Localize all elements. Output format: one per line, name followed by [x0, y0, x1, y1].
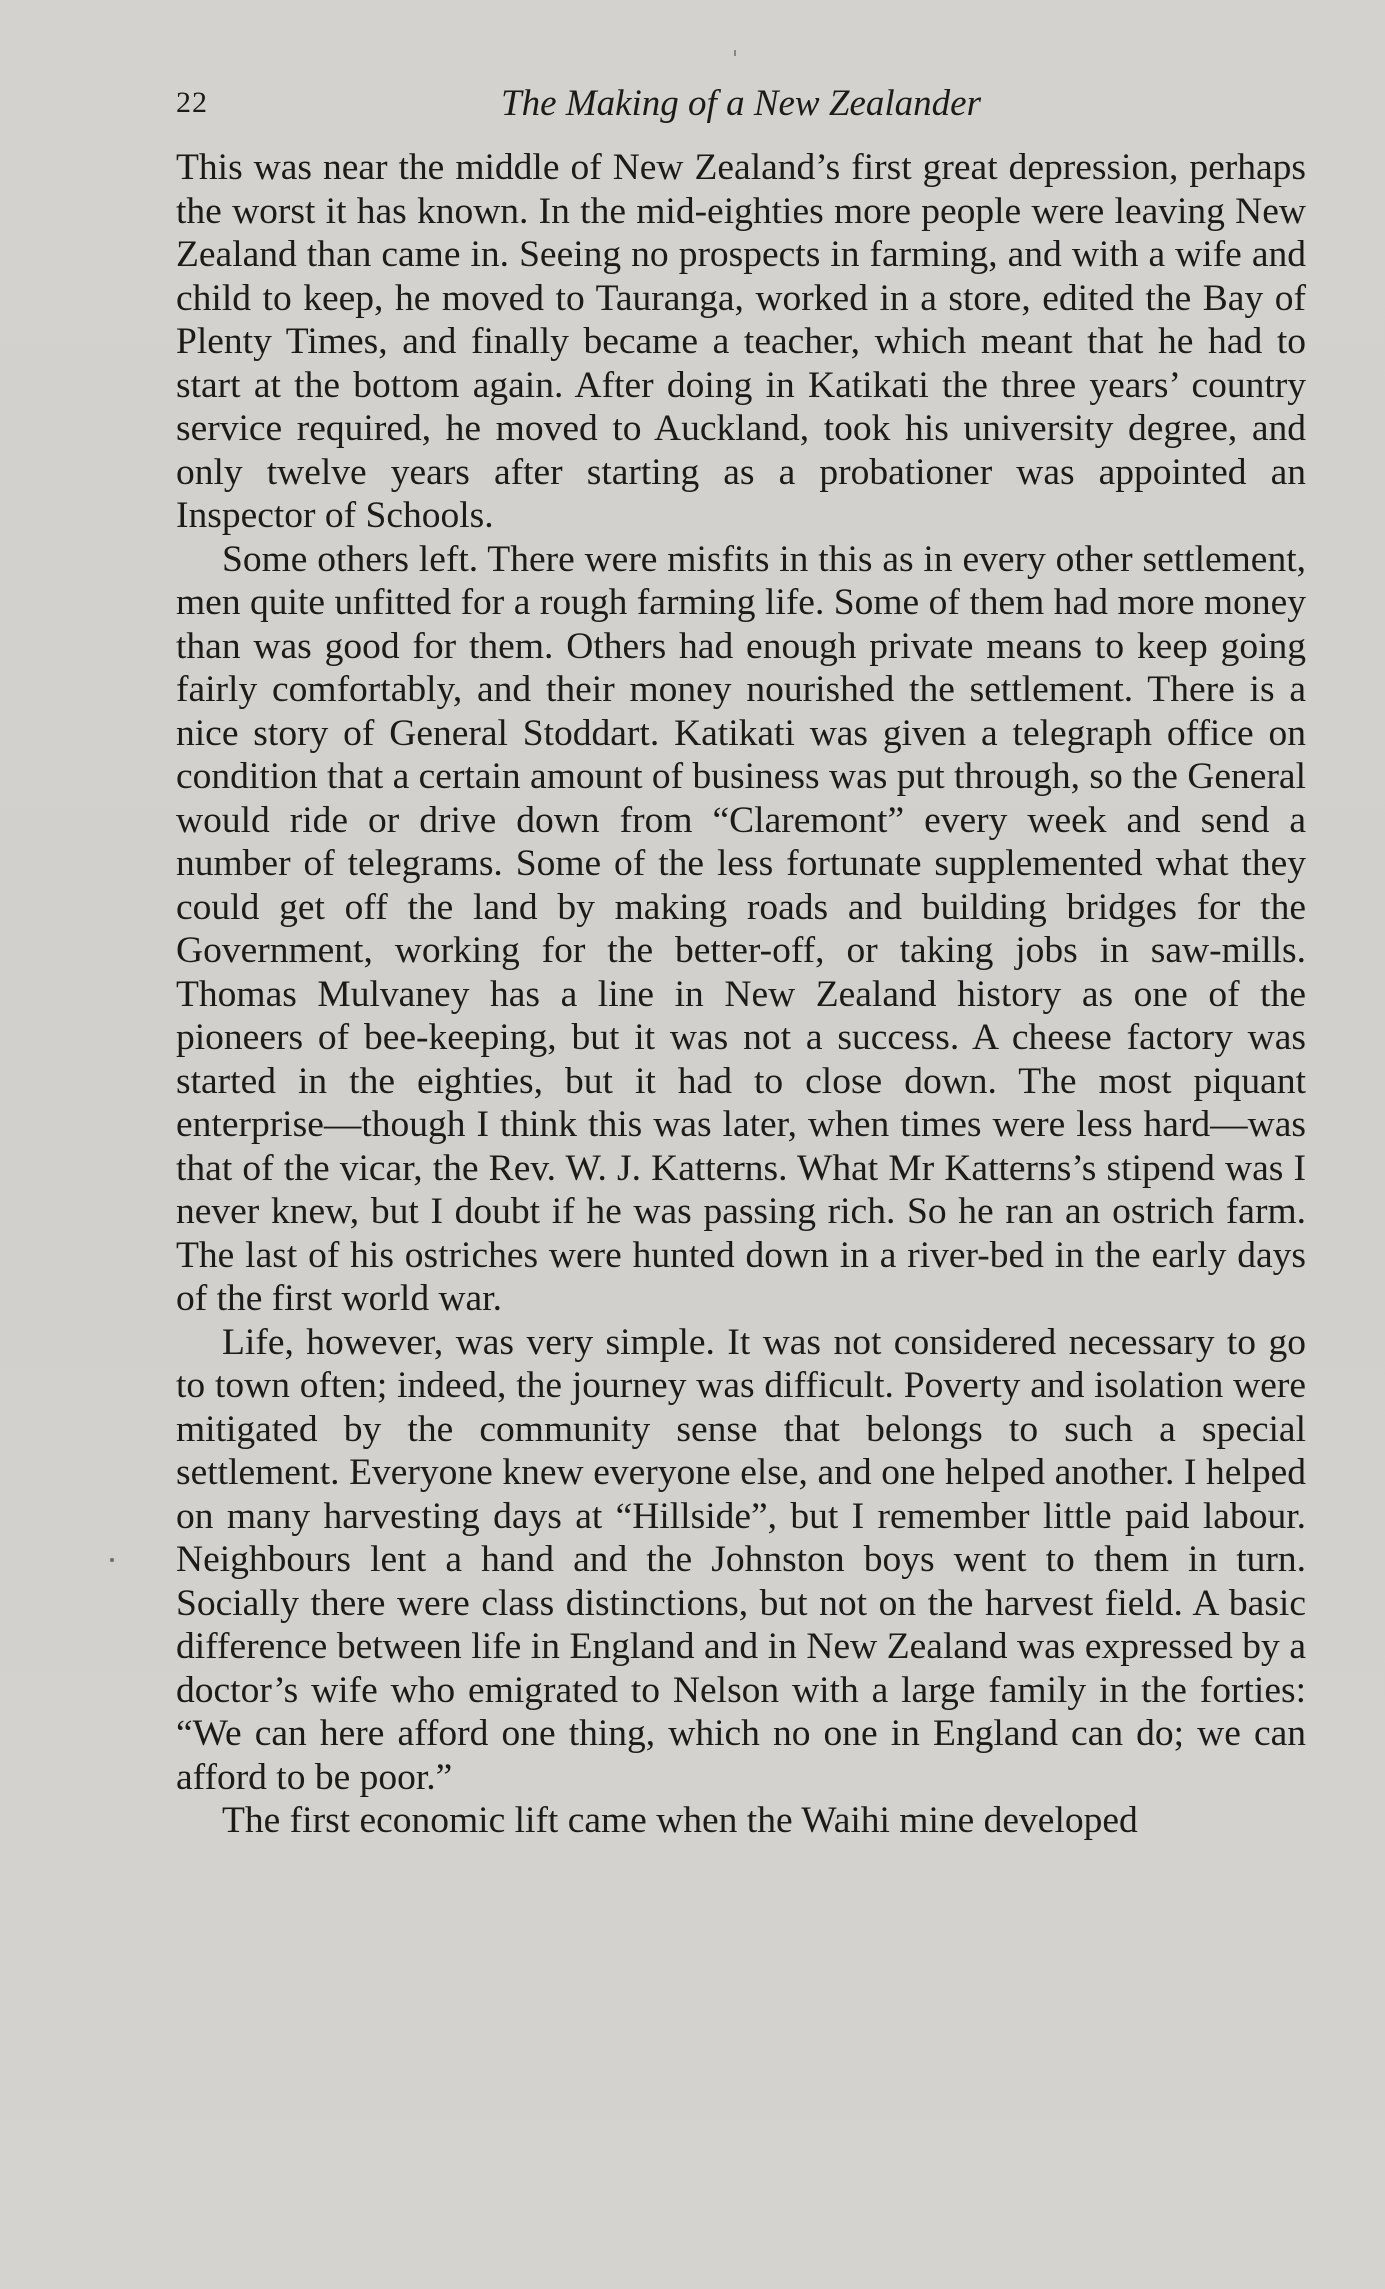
paragraph-3: Life, however, was very simple. It was not considered necessary to go to town often; indeed, the journey was difficult. Poverty and isolation were mitigated by the community sense that belongs to such a special settlement. Everyone knew everyone else, and one helped another. I helped on many harvesting days at “Hillside”, but I remember little paid labour. Neighbours lent a hand and the Johnston boys went to them in turn. Socially there were class distinctions, but not on the harvest field. A basic difference between life in England and in New Zealand was expressed by a doctor’s wife who emigrated to Nelson with a large family in the forties: “We can here afford one thing, which no one in England can do; we can afford to be poor.”	[176, 1321, 1306, 1798]
paragraph-1: This was near the middle of New Zealand’s first great depression, perhaps the worst it has known. In the mid-eighties more people were leaving New Zealand than came in. Seeing no prospects in farming, and with a wife and child to keep, he moved to Tauranga, worked in a store, edited the Bay of Plenty Times, and finally became a teacher, which meant that he had to start at the bottom again. After doing in Katikati the three years’ country service required, he moved to Auckland, took his university degree, and only twelve years after starting as a probationer was appointed an Inspector of Schools.	[176, 147, 1306, 536]
paragraph-4: The first economic lift came when the Waihi mine developed	[222, 1800, 1138, 1841]
margin-speck	[110, 1558, 114, 1562]
body-text	[176, 146, 1306, 1843]
print-mark	[734, 50, 736, 56]
running-title: The Making of a New Zealander	[501, 83, 981, 124]
paragraph-2: Some others left. There were misfits in this as in every other settlement, men quite unfitted for a rough farming life. Some of them had more money than was good for them. Others had enough private means to keep going fairly comfortably, and their money nourished the settlement. There is a nice story of General Stoddart. Katikati was given a telegraph office on condition that a certain amount of business was put through, so the General would ride or drive down from “Claremont” every week and send a number of telegrams. Some of the less fortunate supplemented what they could get off the land by making roads and building bridges for the Government, working for the better-off, or taking jobs in saw-mills. Thomas Mulvaney has a line in New Zealand history as one of the pioneers of bee-keeping, but it was not a success. A cheese factory was started in the eighties, but it had to close down. The most piquant enterprise—though I think this was later, when times were less hard—was that of the vicar, the Rev. W. J. Katterns. What Mr Katterns’s stipend was I never knew, but I doubt if he was passing rich. So he ran an ostrich farm. The last of his ostriches were hunted down in a river-bed in the early days of the first world war.	[176, 538, 1306, 1319]
page-header	[176, 82, 1306, 132]
page-number: 22	[176, 86, 208, 119]
